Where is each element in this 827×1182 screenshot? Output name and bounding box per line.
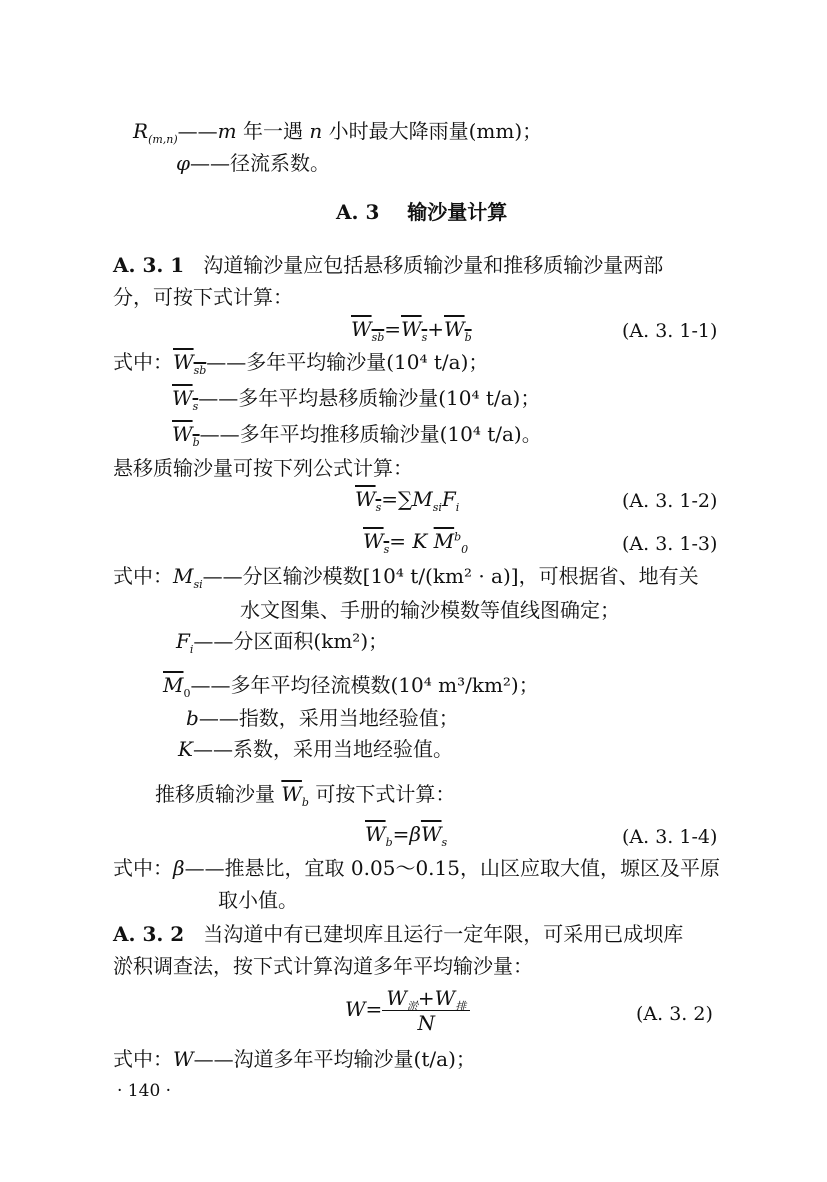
def-runoff-coef: φ——径流系数。 [176,151,331,175]
where-wsb: 式中：$W_{sb}——$多年平均输沙量(10⁴ t/a)； [113,350,489,377]
where-b: b——指数，采用当地经验值； [186,706,459,730]
where-beta: 式中：β——推悬比，宜取 0.05～0.15，山区应取大值，塬区及平原 [113,856,720,880]
where-fi: $F_i——$分区面积(km²)； [176,629,389,656]
equation-a-3-1-1: $W_{sb}=W_s+W_b$ [351,317,472,344]
where-ws: $W_s——$多年平均悬移质输沙量(10⁴ t/a)； [172,386,541,413]
def-rainfall: $R_{(m,n)}——m$ 年一遇 n 小时最大降雨量(mm)； [133,119,543,146]
equation-label: (A. 3. 1-2) [622,490,718,512]
page-number: · 140 · [117,1081,172,1101]
equation-label: (A. 3. 1-4) [622,826,718,848]
where-msi-cont: 水文图集、手册的输沙模数等值线图确定； [240,598,620,622]
suspended-intro: 悬移质输沙量可按下列公式计算： [113,456,413,480]
where-w: 式中：W——沟道多年平均输沙量(t/a)； [113,1047,476,1071]
equation-a-3-1-3: $W_s= K$ $\overline{M}^b_0$ [363,529,469,556]
bedload-intro: 推移质输沙量 $\overline{W}_b$ 可按下式计算： [155,782,456,809]
where-m0: $\overline{M}_0——$多年平均径流模数(10⁴ m³/km²)； [163,673,539,700]
equation-a-3-1-2: $W_s=\sum M_{si}F_i$ [355,487,460,514]
where-beta-cont: 取小值。 [218,888,298,912]
equation-label: (A. 3. 1-3) [622,533,718,555]
where-k: K——系数，采用当地经验值。 [178,737,453,761]
equation-label: (A. 3. 1-1) [622,320,718,342]
clause-a-3-2: A. 3. 2 当沟道中有已建坝库且运行一定年限，可采用已成坝库 [113,922,684,946]
equation-label: (A. 3. 2) [636,1003,713,1025]
equation-a-3-2: W= $\frac{W_淤+W_排}{N}$ [345,986,470,1035]
where-msi: 式中：$M_{si}——$分区输沙模数[10⁴ t/(km² · a)]，可根据省、地有关 [113,564,699,591]
clause-a-3-1-cont: 分，可按下式计算： [113,285,293,309]
clause-a-3-2-cont: 淤积调查法，按下式计算沟道多年平均输沙量： [113,954,533,978]
clause-a-3-1: A. 3. 1 沟道输沙量应包括悬移质输沙量和推移质输沙量两部 [113,253,664,277]
where-wb: $W_b——$多年平均推移质输沙量(10⁴ t/a)。 [172,422,542,449]
equation-a-3-1-4: $\overline{W}_b=\beta\overline{W}_s$ [365,822,448,849]
section-heading: A. 3 输沙量计算 [336,200,508,224]
